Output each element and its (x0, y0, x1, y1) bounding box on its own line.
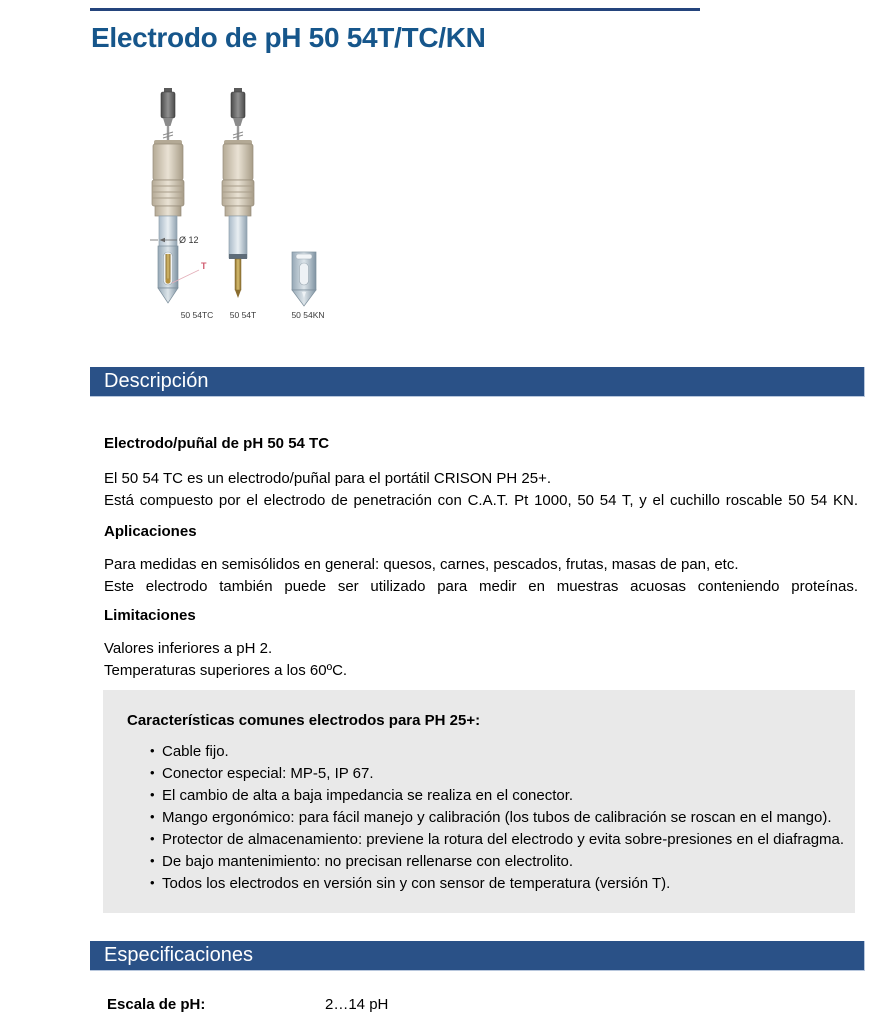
bullet-text: De bajo mantenimiento: no precisan rellenarse con electrolito. (162, 853, 574, 870)
caption-50-54tc: 50 54TC (180, 310, 214, 320)
product-illustration (128, 88, 343, 328)
section-banner-especificaciones (90, 941, 865, 971)
features-heading: Características comunes electrodos para PH 25+: (127, 712, 481, 729)
list-item (150, 830, 845, 852)
list-item (150, 742, 840, 764)
limitations-line-2: Temperaturas superiores a los 60ºC. (104, 662, 348, 679)
list-item (150, 874, 840, 896)
knife-50-54kn-drawing (292, 252, 316, 306)
list-item (150, 852, 840, 874)
limitations-line-1: Valores inferiores a pH 2. (104, 640, 273, 657)
bullet-icon: • (150, 831, 155, 846)
bullet-text: Cable fijo. (162, 743, 229, 760)
bullet-text: Conector especial: MP-5, IP 67. (162, 765, 374, 782)
bullet-text: Todos los electrodos en versión sin y con sensor de temperatura (versión T). (162, 875, 671, 892)
intro-line-1: El 50 54 TC es un electrodo/puñal para el portátil CRISON PH 25+. (104, 470, 552, 487)
caption-50-54t: 50 54T (229, 310, 257, 320)
section-banner-descripcion-label: Descripción (104, 370, 209, 392)
bullet-icon: • (150, 809, 155, 824)
page-title: Electrodo de pH 50 54T/TC/KN (91, 22, 486, 53)
spec-row-value: 2…14 pH (325, 996, 389, 1013)
intro-line-2: Está compuesto por el electrodo de penetración con C.A.T. Pt 1000, 50 54 T, y el cuchillo roscable 50 54 KN. (104, 492, 858, 509)
diameter-label: Ø 12 (179, 235, 199, 245)
features-bullet-list (150, 742, 845, 896)
bullet-text: Protector de almacenamiento: previene la rotura del electrodo y evita sobre-presiones en el diafragma. (162, 831, 845, 848)
limitations-heading: Limitaciones (104, 607, 196, 624)
electrode-50-54t-drawing (222, 88, 254, 298)
electrodes-figure (128, 88, 343, 328)
common-features-box (103, 690, 855, 913)
list-item (150, 786, 840, 808)
bullet-text: El cambio de alta a baja impedancia se realiza en el conector. (162, 787, 574, 804)
electrode-50-54tc-drawing (152, 88, 184, 303)
list-item (150, 808, 840, 830)
product-heading: Electrodo/puñal de pH 50 54 TC (104, 435, 330, 452)
caption-50-54kn: 50 54KN (291, 310, 325, 320)
section-banner-especificaciones-label: Especificaciones (104, 944, 253, 966)
bullet-icon: • (150, 853, 155, 868)
bullet-icon: • (150, 875, 155, 890)
bullet-icon: • (150, 765, 155, 780)
t-sensor-label: T (201, 261, 207, 271)
bullet-icon: • (150, 743, 155, 758)
section-banner-descripcion (90, 367, 865, 397)
bullet-icon: • (150, 787, 155, 802)
top-rule (90, 8, 700, 11)
applications-line-1: Para medidas en semisólidos en general: quesos, carnes, pescados, frutas, masas de pan, etc. (104, 556, 739, 573)
spec-row-label: Escala de pH: (107, 996, 206, 1013)
applications-line-2: Este electrodo también puede ser utilizado para medir en muestras acuosas conteniendo proteínas. (104, 578, 858, 595)
list-item (150, 764, 840, 786)
bullet-text: Mango ergonómico: para fácil manejo y calibración (los tubos de calibración se roscan en el mango). (162, 809, 832, 826)
applications-heading: Aplicaciones (104, 523, 197, 540)
